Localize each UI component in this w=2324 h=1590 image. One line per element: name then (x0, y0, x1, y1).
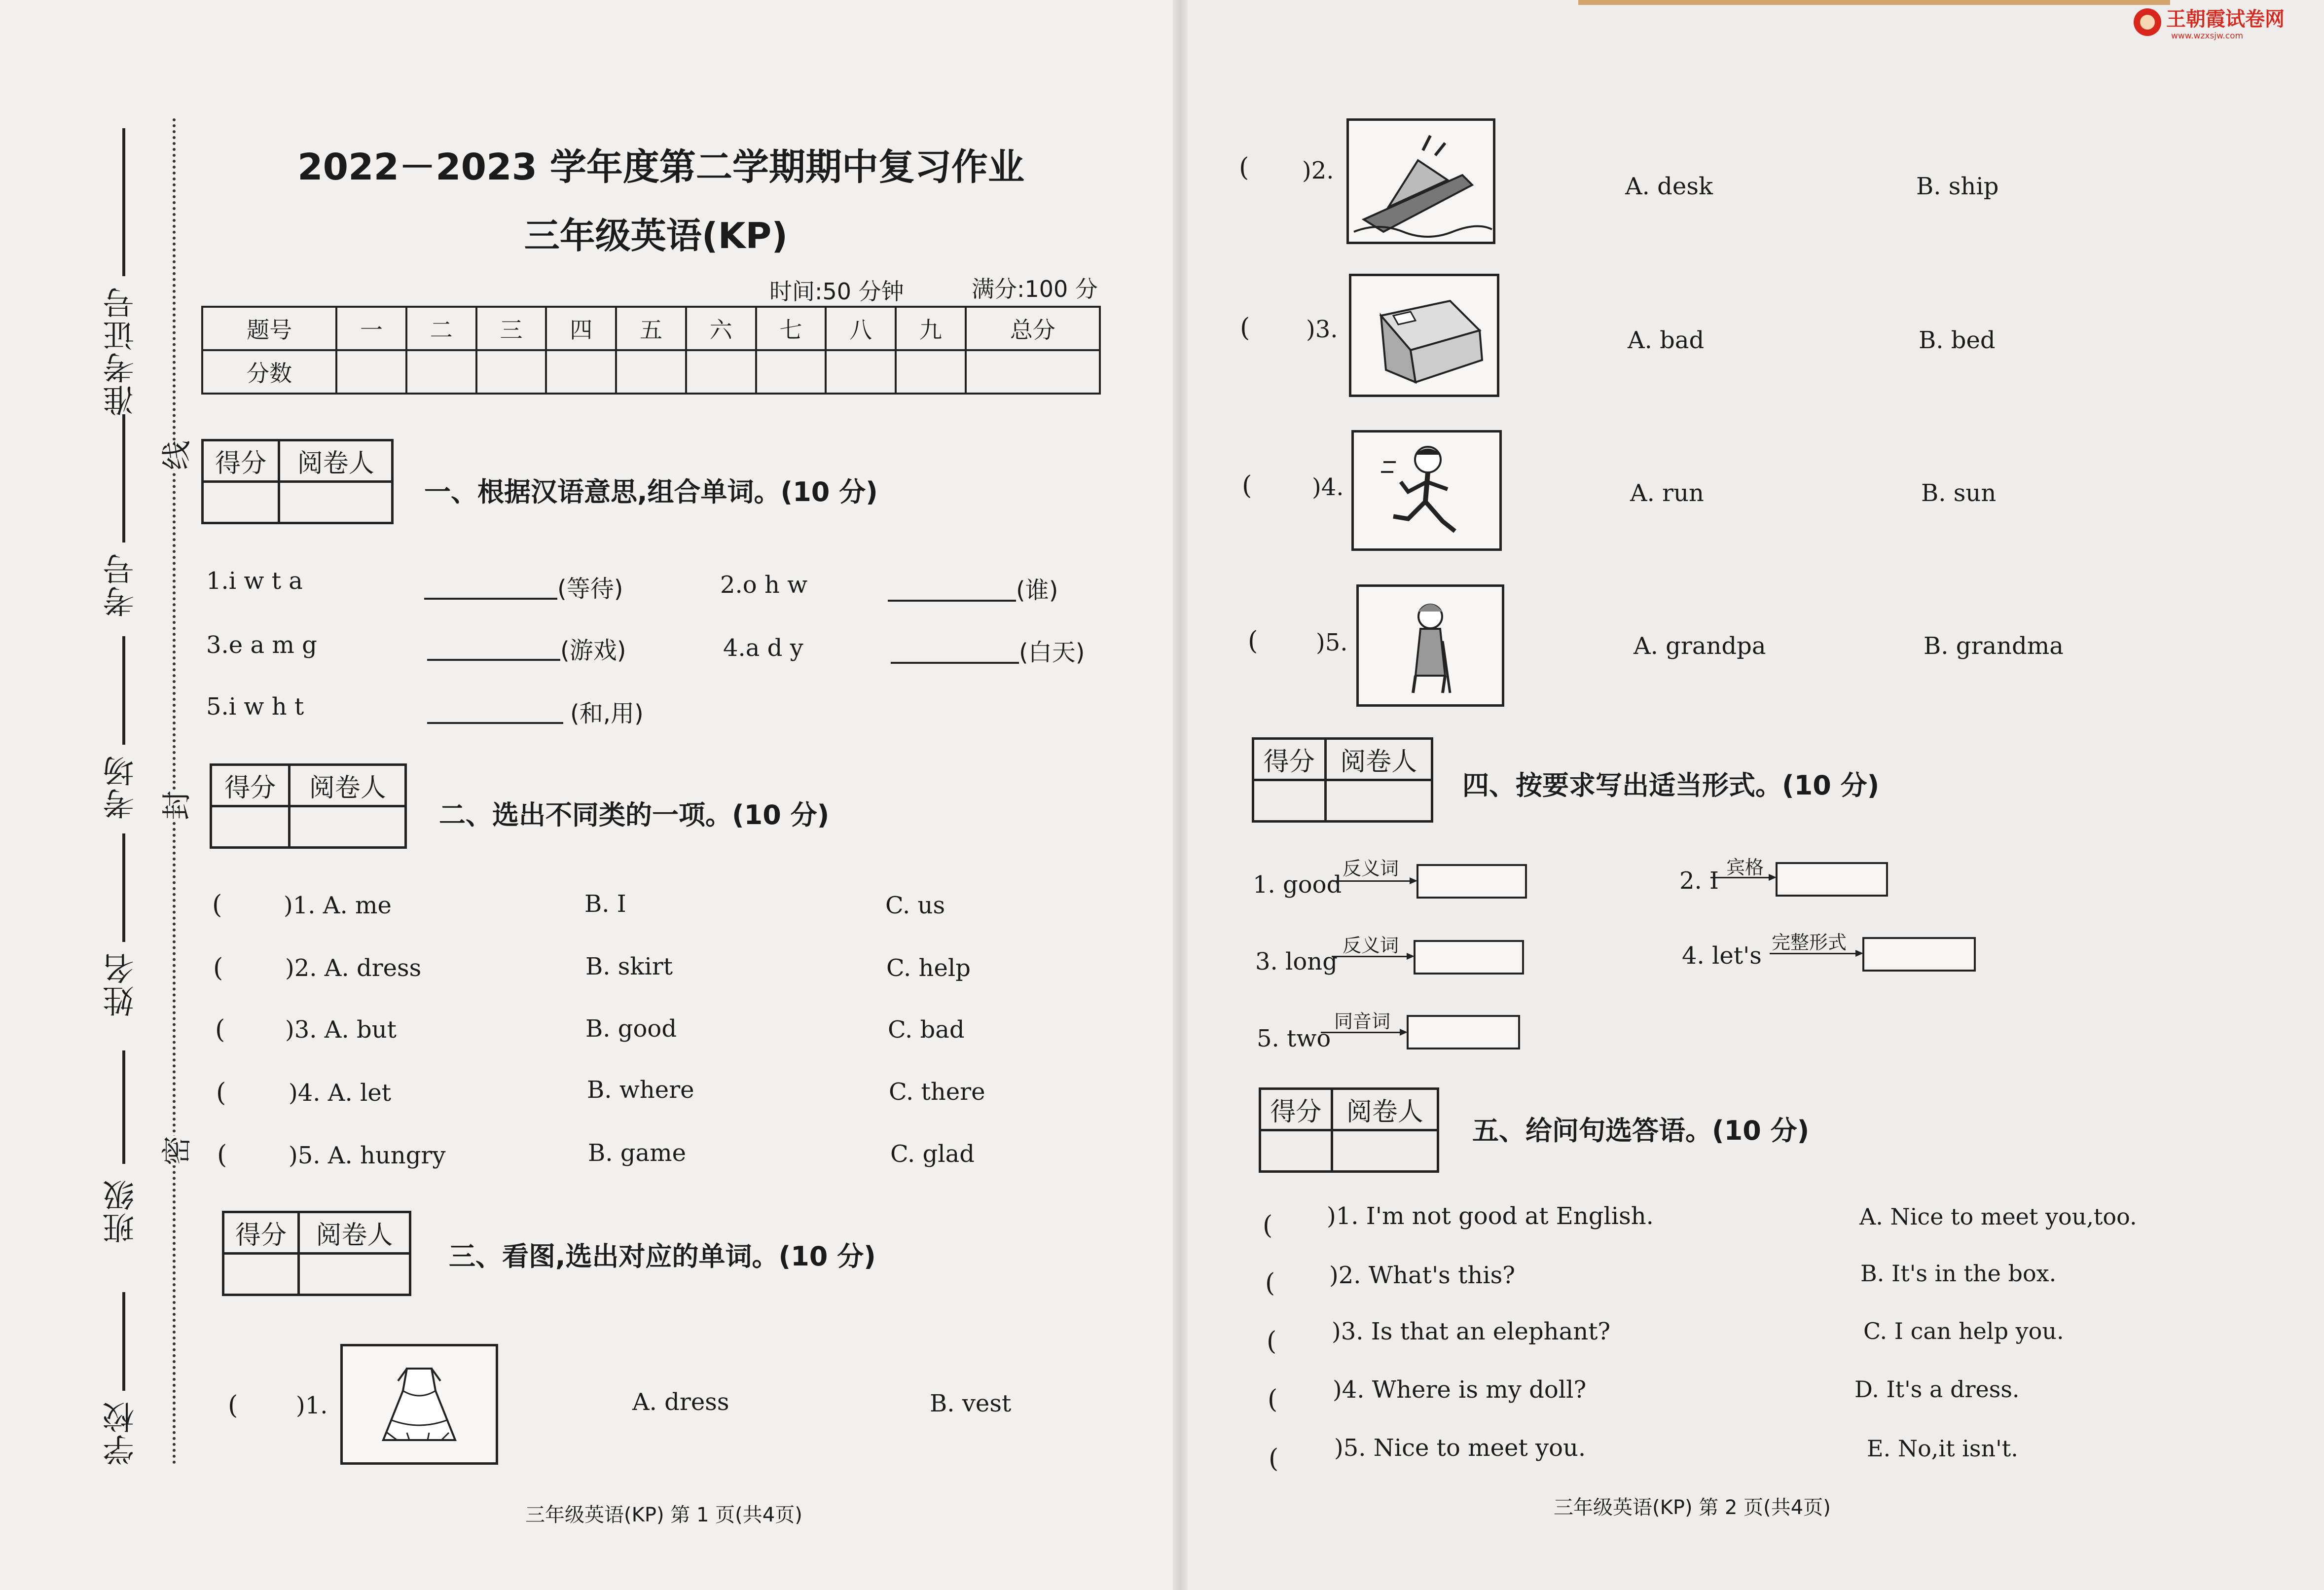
s1-q5-hint: (和,用) (570, 700, 644, 727)
grader-reviewer-cell[interactable] (1325, 780, 1432, 822)
arrow-icon (1710, 877, 1775, 878)
s5-q5-paren[interactable]: ( (1269, 1444, 1279, 1474)
score-header-cell: 五 (616, 307, 686, 350)
s3-q2-paren[interactable]: ( (1239, 153, 1249, 182)
s2-q2-b: B. skirt (585, 953, 673, 980)
s3-q5-a: A. grandpa (1634, 632, 1766, 660)
bed-picture (1349, 274, 1499, 397)
seal-char-feng: 封 (153, 791, 196, 820)
s3-q2-b: B. ship (1916, 173, 1999, 200)
s4-q2-answer[interactable] (1776, 862, 1888, 897)
s5-answer-d: D. It's a dress. (1854, 1376, 2020, 1403)
score-input-cell[interactable] (616, 350, 686, 394)
s2-q3: )3. A. but (285, 1016, 397, 1044)
arrow-icon (1321, 1032, 1406, 1033)
s3-q2-num: )2. (1302, 157, 1334, 184)
exam-full-score: 满分:100 分 (972, 276, 1098, 302)
grader-reviewer-cell[interactable] (1332, 1130, 1438, 1172)
logo-url: www.wzxsjw.com (2171, 31, 2244, 40)
s1-q1-blank[interactable] (424, 597, 557, 600)
s2-q4-c: C. there (889, 1078, 985, 1106)
s4-q4-word: 4. let's (1682, 942, 1762, 970)
room-line (122, 636, 125, 745)
s4-q1-answer[interactable] (1416, 864, 1527, 899)
grader-score-label: 得分 (223, 1212, 299, 1254)
s3-q4-num: )4. (1312, 473, 1344, 501)
s2-q5-b: B. game (588, 1139, 687, 1167)
s4-q4-rule: 完整形式 (1772, 932, 1847, 953)
s2-q4-b: B. where (587, 1076, 694, 1104)
section2-title: 二、选出不同类的一项。(10 分) (439, 799, 830, 831)
grader-reviewer-cell[interactable] (299, 1254, 410, 1295)
grader-reviewer-label: 阅卷人 (1325, 739, 1432, 780)
seal-char-xian: 线 (153, 440, 196, 470)
s4-q3-rule: 反义词 (1343, 935, 1399, 956)
s2-q3-c: C. bad (888, 1016, 965, 1044)
s1-q4-blank[interactable] (891, 661, 1019, 664)
score-header-cell: 题号 (202, 307, 336, 350)
s4-q3-word: 3. long (1255, 948, 1338, 976)
s3-q4-b: B. sun (1921, 479, 1997, 507)
top-edge-strip (1578, 0, 2170, 5)
score-header-cell: 九 (896, 307, 966, 350)
s4-q3-answer[interactable] (1414, 940, 1524, 975)
exam-time: 时间:50 分钟 (769, 278, 904, 305)
grader-box-2 (210, 763, 407, 849)
school-line (122, 1292, 125, 1391)
s3-q3-a: A. bad (1628, 326, 1705, 354)
s3-q3-b: B. bed (1919, 326, 1996, 354)
s5-q4-paren[interactable]: ( (1268, 1385, 1278, 1414)
grader-score-label: 得分 (211, 765, 290, 806)
grader-score-cell[interactable] (1253, 780, 1326, 822)
s2-q1-b: B. I (584, 890, 626, 918)
s1-q4: 4.a d y (723, 634, 803, 662)
s3-q5-num: )5. (1316, 629, 1348, 656)
grader-reviewer-label: 阅卷人 (279, 440, 393, 482)
s4-q1-rule: 反义词 (1343, 858, 1399, 879)
section5-title: 五、给问句选答语。(10 分) (1472, 1115, 1810, 1146)
grader-reviewer-cell[interactable] (290, 806, 406, 848)
s2-q2-paren[interactable]: ( (213, 953, 223, 983)
score-input-cell[interactable] (966, 350, 1100, 394)
s3-q5-b: B. grandma (1924, 632, 2064, 660)
score-input-cell[interactable] (756, 350, 826, 394)
s2-q5-paren[interactable]: ( (217, 1140, 227, 1170)
grader-box-5 (1259, 1087, 1439, 1173)
number-label: 考号 (103, 552, 140, 617)
s5-answer-c: C. I can help you. (1863, 1318, 2064, 1344)
dress-picture (340, 1344, 498, 1465)
s2-q1-c: C. us (885, 892, 945, 919)
name-label: 姓名 (103, 952, 140, 1017)
grader-score-label: 得分 (203, 440, 279, 482)
s3-q3-paren[interactable]: ( (1240, 313, 1250, 343)
s5-q3-paren[interactable]: ( (1267, 1327, 1277, 1356)
s2-q3-paren[interactable]: ( (215, 1015, 225, 1045)
grandma-picture (1356, 584, 1504, 707)
s3-q1-a: A. dress (632, 1388, 729, 1416)
s3-q4-a: A. run (1630, 479, 1704, 507)
s1-q1-hint: (等待) (557, 575, 623, 603)
s1-q2-blank[interactable] (888, 599, 1016, 602)
seal-char-mi: 密 (153, 1136, 196, 1165)
page-title: 2022－2023 学年度第二学期期中复习作业 (297, 146, 1024, 188)
s5-q2: )2. What's this? (1329, 1262, 1515, 1289)
ticket-line (122, 128, 125, 276)
score-header-cell: 三 (476, 307, 546, 350)
s3-q4-paren[interactable]: ( (1242, 471, 1252, 501)
s2-q5-c: C. glad (890, 1140, 975, 1168)
name-line (122, 833, 125, 942)
grader-reviewer-label: 阅卷人 (1332, 1089, 1438, 1130)
s3-q5-paren[interactable]: ( (1248, 626, 1258, 656)
class-line (122, 1050, 125, 1164)
grader-score-cell[interactable] (223, 1254, 299, 1295)
s5-q5: )5. Nice to meet you. (1334, 1434, 1586, 1462)
s3-q2-a: A. desk (1625, 173, 1713, 200)
s1-q2: 2.o h w (720, 571, 808, 599)
grader-score-label: 得分 (1260, 1089, 1332, 1130)
score-input-cell[interactable] (336, 350, 406, 394)
s1-q4-hint: (白天) (1019, 639, 1085, 666)
s3-q3-num: )3. (1306, 316, 1338, 343)
score-input-cell[interactable] (826, 350, 896, 394)
grader-reviewer-label: 阅卷人 (299, 1212, 410, 1254)
page-footer-right: 三年级英语(KP) 第 2 页(共4页) (1554, 1496, 1831, 1519)
grader-box-4 (1252, 737, 1433, 823)
grader-box-3 (222, 1211, 411, 1296)
page-fold (1173, 0, 1188, 1590)
s3-q1-b: B. vest (930, 1390, 1012, 1417)
page-footer-left: 三年级英语(KP) 第 1 页(共4页) (525, 1504, 802, 1526)
s2-q2-c: C. help (886, 954, 971, 982)
page-subtitle: 三年级英语(KP) (524, 215, 788, 256)
s2-q1: )1. A. me (284, 892, 392, 919)
site-logo (2131, 4, 2318, 40)
s5-q3: )3. Is that an elephant? (1332, 1318, 1611, 1345)
score-table (201, 306, 1101, 395)
score-header-cell: 六 (686, 307, 756, 350)
section1-title: 一、根据汉语意思,组合单词。(10 分) (424, 476, 878, 507)
arrow-icon (1332, 956, 1413, 957)
grader-score-cell[interactable] (203, 482, 279, 523)
s5-q1-paren[interactable]: ( (1263, 1211, 1273, 1240)
s2-q1-paren[interactable]: ( (212, 890, 222, 920)
ship-picture (1346, 118, 1495, 244)
grader-reviewer-label: 阅卷人 (290, 765, 406, 806)
s1-q3-hint: (游戏) (560, 637, 626, 664)
score-input-cell[interactable] (686, 350, 756, 394)
s5-q1: )1. I'm not good at English. (1327, 1202, 1654, 1230)
grader-reviewer-cell[interactable] (279, 482, 393, 523)
grader-box-1 (201, 439, 394, 524)
section4-title: 四、按要求写出适当形式。(10 分) (1462, 770, 1880, 801)
s4-q5-rule: 同音词 (1334, 1011, 1391, 1032)
s1-q5-blank[interactable] (427, 721, 563, 724)
s4-q5-word: 5. two (1257, 1025, 1331, 1052)
s2-q5: )5. A. hungry (289, 1142, 446, 1169)
score-header-cell: 二 (406, 307, 476, 350)
s2-q3-b: B. good (585, 1015, 677, 1043)
s2-q4: )4. A. let (289, 1079, 392, 1107)
score-input-cell[interactable] (546, 350, 616, 394)
score-header-cell: 八 (826, 307, 896, 350)
logo-name: 王朝霞试卷网 (2166, 8, 2285, 31)
s4-q2-rule: 宾格 (1726, 857, 1764, 878)
s5-answer-e: E. No,it isn't. (1867, 1435, 2018, 1462)
score-header-cell: 一 (336, 307, 406, 350)
s5-q2-paren[interactable]: ( (1265, 1268, 1275, 1298)
score-row-label: 分数 (202, 350, 336, 394)
s1-q3-blank[interactable] (427, 658, 560, 661)
s4-q2-word: 2. I (1679, 867, 1719, 895)
s2-q2: )2. A. dress (285, 954, 422, 982)
s2-q4-paren[interactable]: ( (216, 1078, 226, 1108)
s1-q3: 3.e a m g (206, 631, 317, 659)
score-input-cell[interactable] (896, 350, 966, 394)
s5-answer-a: A. Nice to meet you,too. (1859, 1203, 2137, 1230)
score-header-cell: 七 (756, 307, 826, 350)
arrow-icon (1333, 880, 1416, 882)
s1-q5: 5.i w h t (206, 693, 304, 721)
s5-answer-b: B. It's in the box. (1860, 1260, 2057, 1287)
score-header-cell: 四 (546, 307, 616, 350)
running-boy-picture (1351, 430, 1502, 551)
s3-q1-num: )1. (296, 1392, 328, 1419)
room-label: 考场 (103, 755, 140, 820)
s4-q1-word: 1. good (1253, 871, 1342, 899)
school-label: 学校 (103, 1401, 140, 1466)
s3-q1-paren[interactable]: ( (228, 1391, 238, 1420)
score-input-cell[interactable] (476, 350, 546, 394)
s1-q2-hint: (谁) (1016, 577, 1058, 604)
arrow-icon (1770, 953, 1861, 954)
grader-score-cell[interactable] (211, 806, 290, 848)
grader-score-label: 得分 (1253, 739, 1326, 780)
score-header-cell: 总分 (966, 307, 1100, 350)
s4-q5-answer[interactable] (1407, 1015, 1520, 1049)
ticket-label: 准考证号 (103, 286, 140, 416)
score-input-cell[interactable] (406, 350, 476, 394)
class-label: 班级 (103, 1179, 140, 1244)
grader-score-cell[interactable] (1260, 1130, 1332, 1172)
s1-q1: 1.i w t a (206, 567, 303, 595)
number-line (122, 414, 125, 542)
s5-q4: )4. Where is my doll? (1333, 1376, 1587, 1404)
section3-title: 三、看图,选出对应的单词。(10 分) (449, 1241, 876, 1272)
s4-q4-answer[interactable] (1862, 937, 1976, 972)
